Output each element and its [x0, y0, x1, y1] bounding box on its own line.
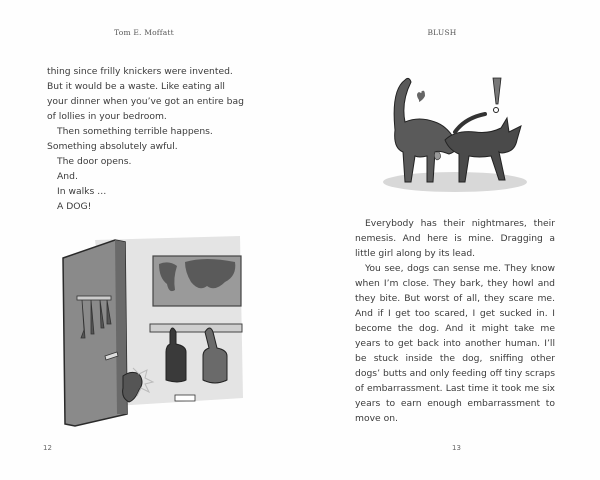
door-hook-rail [77, 296, 111, 300]
body-text [355, 216, 555, 426]
paragraph: In walks … [57, 186, 107, 197]
door-opening-dog-illustration [55, 228, 245, 428]
two-dogs-sniffing-illustration [375, 70, 535, 200]
paragraph: A DOG! [57, 201, 92, 212]
paragraph: Everybody has their nightmares, their nemesis. And here is mine. Dragging a little girl along by its lead. [355, 218, 555, 259]
paragraph: And. [57, 171, 78, 182]
right-page [300, 0, 600, 480]
running-head-author: Tom E. Moffatt [114, 28, 174, 37]
left-dog [394, 78, 457, 182]
running-head-title: BLUSH [427, 28, 457, 37]
exclamation-dot [494, 108, 499, 113]
paragraph: thing since frilly knickers were invented. But it would be a waste. Like eating all your dinner when you’ve got an entire bag of lollies in your bedroom. [47, 66, 244, 122]
body-text [47, 64, 247, 214]
exclamation-icon [493, 78, 501, 104]
heart-icon [417, 91, 425, 102]
paragraph: The door opens. [57, 156, 132, 167]
page-number: 13 [452, 444, 461, 452]
page-number: 12 [43, 444, 52, 452]
name-plate [175, 395, 195, 401]
dog-tongue [434, 152, 440, 160]
right-dog-tail [455, 114, 485, 132]
paragraph: Then something terrible happens. Something absolutely awful. [47, 126, 213, 152]
paragraph: You see, dogs can sense me. They know when I’m close. They bark, they howl and they bite. But worst of all, they scare me. And if I get too scared, I get sucked in. I become the dog. And it might take me years to get back into another human. I’ll be stuck inside the dog, sniffing other dogs’ butts and only feeding off tiny scraps of embarrassment. Last time it took me six years to earn enough embarrassment to move on. [355, 263, 555, 424]
coat-rail [150, 324, 242, 332]
